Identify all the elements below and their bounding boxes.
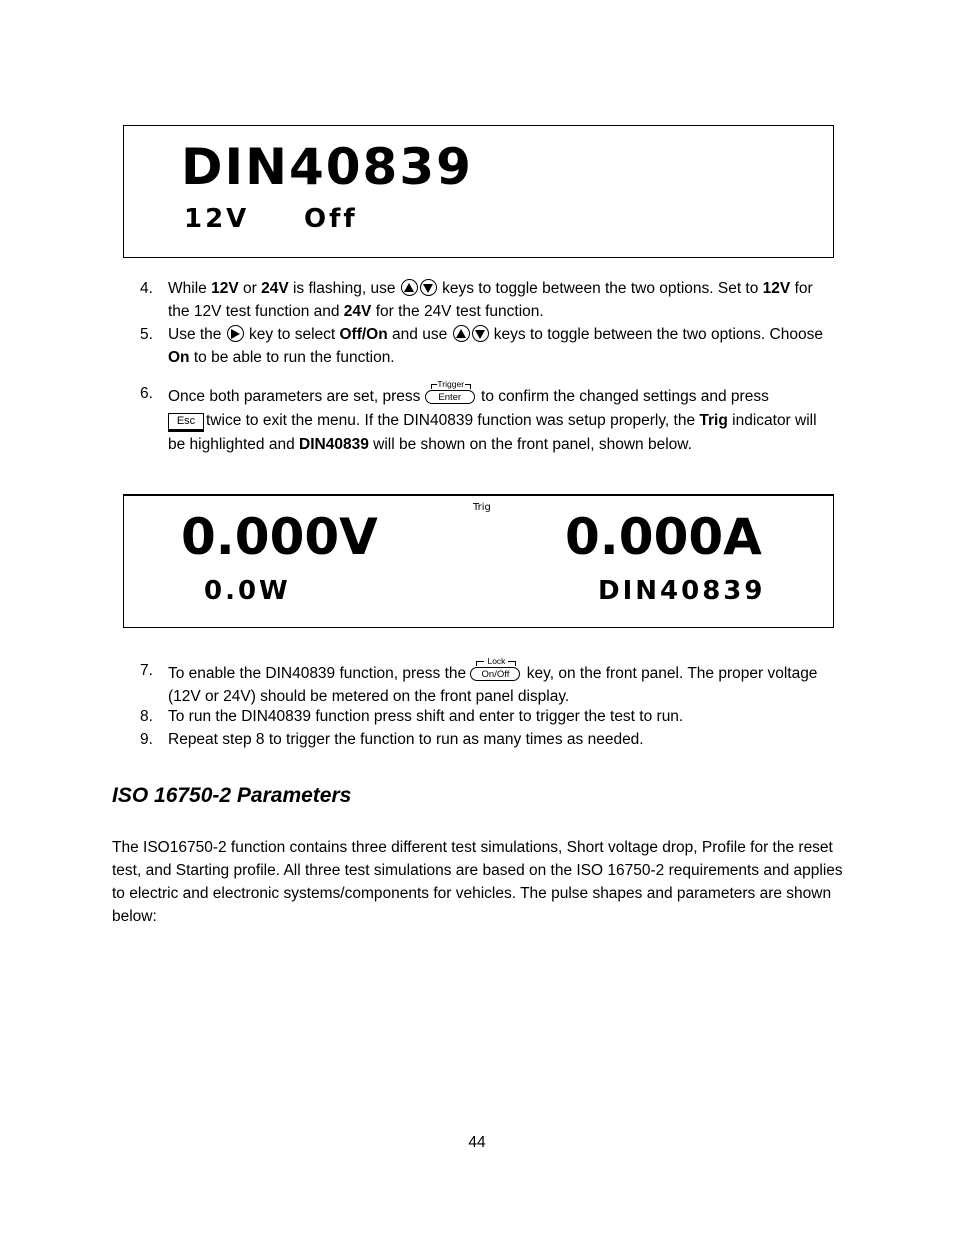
text-run: and use [387,326,452,343]
text-run: to confirm the changed settings and press [476,388,769,405]
step-text [168,277,836,323]
lcd-function-readout: DIN40839 [598,576,766,606]
enter-key-label: Enter [425,390,475,404]
section-paragraph: The ISO16750-2 function contains three different test simulations, Short voltage drop, Profile for the reset test, and Starting profile. All three test simulations are based on the ISO 16750-2 requirements and applies to electric and electronic systems/components for vehicles. The pulse shapes and parameters are shown below: [112,839,843,925]
on-off-key-label: On/Off [470,667,520,681]
text-bold: On [168,349,190,366]
text-run: key, on the front panel. The proper voltage (12V or 24V) should be metered on the front panel display. [168,665,818,705]
text-bold: 24V [261,280,289,297]
on-off-key-icon [470,656,522,681]
text-run: for the 12V test function and [168,280,813,320]
lcd-trig-indicator: Trig [473,502,491,513]
text-run: will be shown on the front panel, shown below. [368,436,692,453]
lcd-current-readout: 0.000A [565,508,762,566]
down-arrow-key-icon [472,325,489,342]
step-number: 5. [140,326,153,343]
step-number: 4. [140,280,153,297]
step-text [168,379,836,457]
text-run: Once both parameters are set, press [168,388,425,405]
text-bold: 24V [343,303,372,320]
text-run: key to select [244,326,340,343]
text-run: indicator will be highlighted and [168,412,817,453]
lcd-function-title: DIN40839 [181,138,473,196]
step-number: 9. [140,731,153,748]
step-text [168,323,836,369]
step-number: 8. [140,708,153,725]
text-run: for the 24V test function. [371,303,544,320]
text-bold: Off/On [339,326,388,343]
down-arrow-key-icon [420,279,437,296]
text-run: To enable the DIN40839 function, press the [168,665,471,682]
text-run: twice to exit the menu. If the DIN40839 function was setup properly, the [206,412,700,429]
text-run: keys to toggle between the two options. Choose [489,326,823,343]
on-off-shift-label: Lock [484,657,508,666]
lcd-voltage-option: 12V [184,204,250,234]
enter-key-icon [425,379,477,404]
esc-key-icon: Esc [168,413,204,432]
text-run: keys to toggle between the two options. Set to [437,280,763,297]
step-text [168,656,836,708]
text-bold: 12V [211,280,239,297]
text-run: Use the [168,326,226,343]
text-run: While [168,280,212,297]
lcd-state-option: Off [304,204,358,234]
section-heading: ISO 16750-2 Parameters [112,784,352,807]
up-arrow-key-icon [453,325,470,342]
text-bold: Trig [699,412,728,429]
text-run: is flashing, use [288,280,400,297]
lcd-display-run [123,494,834,628]
lcd-power-readout: 0.0W [204,576,291,606]
text-run: or [238,280,262,297]
enter-shift-label: Trigger [437,379,465,389]
text-bold: 12V [762,280,791,297]
text-run: to be able to run the function. [189,349,395,366]
step-text: To run the DIN40839 function press shift and enter to trigger the test to run. [168,708,684,725]
up-arrow-key-icon [401,279,418,296]
text-bold: DIN40839 [299,436,369,453]
lcd-display-setup [123,125,834,258]
step-number: 7. [140,662,153,679]
page-number: 44 [468,1134,486,1151]
right-arrow-key-icon [227,325,244,342]
step-text: Repeat step 8 to trigger the function to run as many times as needed. [168,731,644,748]
step-number: 6. [140,385,153,402]
lcd-voltage-readout: 0.000V [181,508,378,566]
